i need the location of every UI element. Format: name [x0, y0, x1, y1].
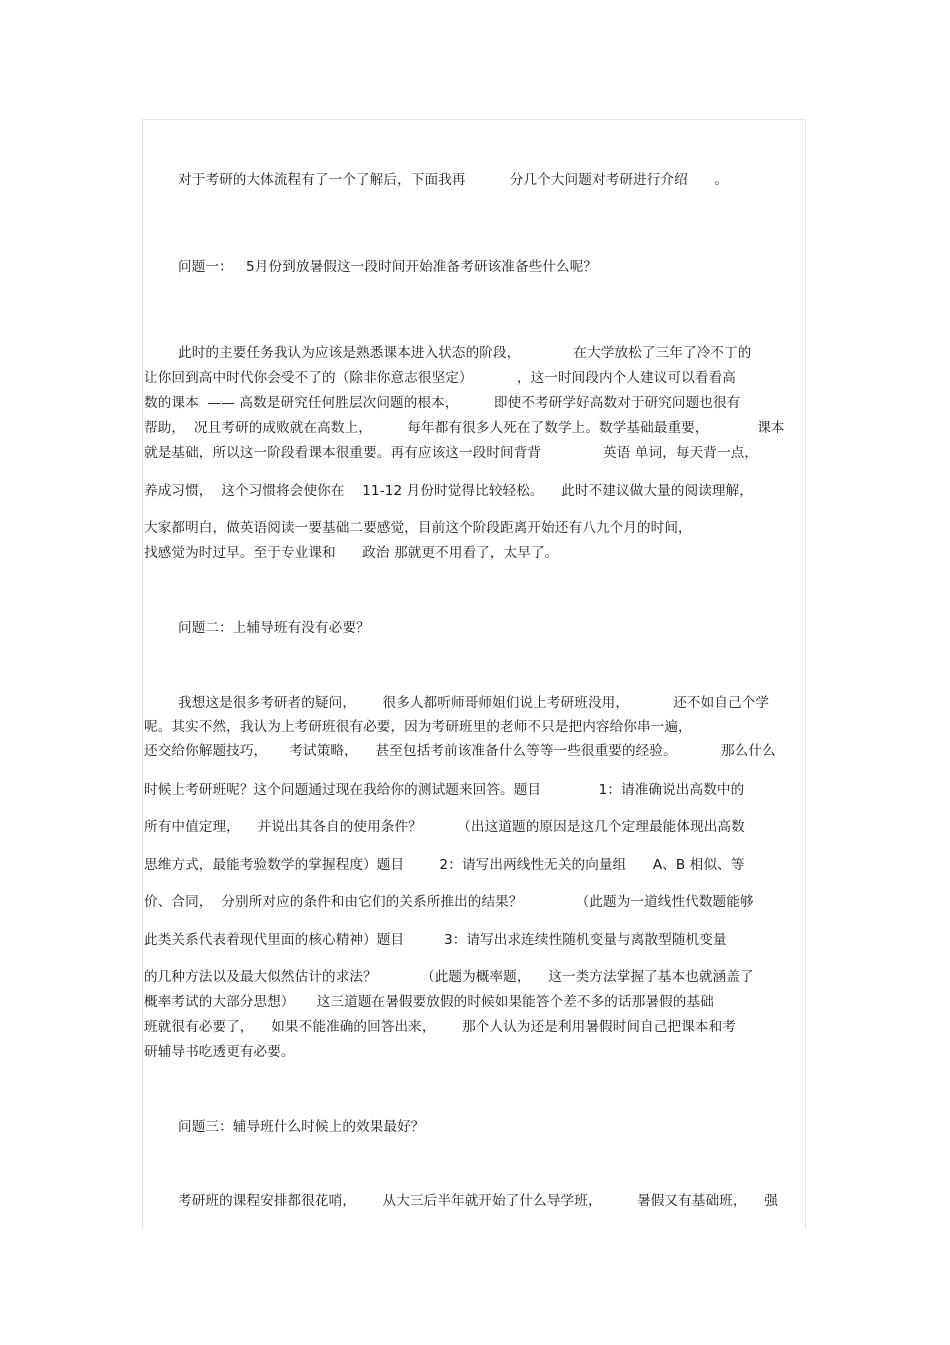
page-frame: [142, 119, 806, 1229]
answer-2-line: 思维方式，最能考验数学的掌握程度）题目 2：请写出两线性无关的向量组 A、B 相似、等: [144, 857, 745, 873]
answer-1-line: 养成习惯， 这个习惯将会使你在 11-12 月份时觉得比较轻松。 此时不建议做大量的阅读理解，: [144, 483, 753, 499]
answer-1-line: 大家都明白，做英语阅读一要基础二要感觉，目前这个阶段距离开始还有八九个月的时间，: [144, 520, 692, 536]
answer-2-line: 班就很有必要了， 如果不能准确的回答出来， 那个人认为还是利用暑假时间自己把课本和考: [144, 1019, 736, 1035]
answer-2-line: 价、合同， 分别所对应的条件和由它们的关系所推出的结果？ （此题为一道线性代数题能够: [144, 894, 754, 910]
answer-2-line: 所有中值定理， 并说出其各自的使用条件？ （出这道题的原因是这几个定理最能体现出高数: [144, 819, 745, 835]
answer-2-line: 此类关系代表着现代里面的核心精神）题目 3：请写出求连续性随机变量与离散型随机变量: [144, 932, 727, 948]
intro-paragraph: 对于考研的大体流程有了一个了解后，下面我再 分几个大问题对考研进行介绍 。: [178, 172, 729, 188]
answer-1-line: 找感觉为时过早。至于专业课和 政治 那就更不用看了，太早了。: [144, 545, 559, 561]
answer-1-line: 数的课本 —— 高数是研究任何胜层次问题的根本， 即使不考研学好高数对于研究问题也很有: [144, 395, 741, 411]
answer-2-line: 时候上考研班呢？这个问题通过现在我给你的测试题来回答。题目 1：请准确说出高数中的: [144, 782, 745, 798]
answer-3-line: 考研班的课程安排都很花哨， 从大三后半年就开始了什么导学班， 暑假又有基础班， 强: [178, 1193, 778, 1209]
question-1-heading: 问题一： 5月份到放暑假这一段时间开始准备考研该准备些什么呢？: [178, 259, 598, 275]
answer-1-line: 让你回到高中时代你会受不了的（除非你意志很坚定） ，这一时间段内个人建议可以看看高: [144, 370, 736, 386]
answer-1-line: 此时的主要任务我认为应该是熟悉课本进入状态的阶段， 在大学放松了三年了冷不丁的: [178, 345, 752, 361]
answer-2-line: 的几种方法以及最大似然估计的求法？ （此题为概率题， 这一类方法掌握了基本也就涵盖了: [144, 969, 754, 985]
answer-1-line: 帮助， 况且考研的成败就在高数上， 每年都有很多人死在了数学上。数学基础最重要， 课本: [144, 420, 785, 436]
question-2-heading: 问题二：上辅导班有没有必要？: [178, 620, 370, 636]
answer-2-line: 呢。其实不然，我认为上考研班很有必要，因为考研班里的老师不只是把内容给你串一遍，: [144, 719, 692, 735]
answer-2-line: 研辅导书吃透更有必要。: [144, 1044, 295, 1060]
question-3-heading: 问题三：辅导班什么时候上的效果最好？: [178, 1119, 425, 1135]
answer-2-line: 还交给你解题技巧， 考试策略， 甚至包括考前该准备什么等等一些很重要的经验。 那么什么: [144, 743, 776, 759]
answer-1-line: 就是基础，所以这一阶段看课本很重要。再有应该这一段时间背背 英语 单词，每天背一点，: [144, 445, 759, 461]
answer-2-line: 我想这是很多考研者的疑问， 很多人都听师哥师姐们说上考研班没用， 还不如自己个学: [178, 695, 770, 711]
answer-2-line: 概率考试的大部分思想） 这三道题在暑假要放假的时候如果能答个差不多的话那暑假的基础: [144, 994, 714, 1010]
